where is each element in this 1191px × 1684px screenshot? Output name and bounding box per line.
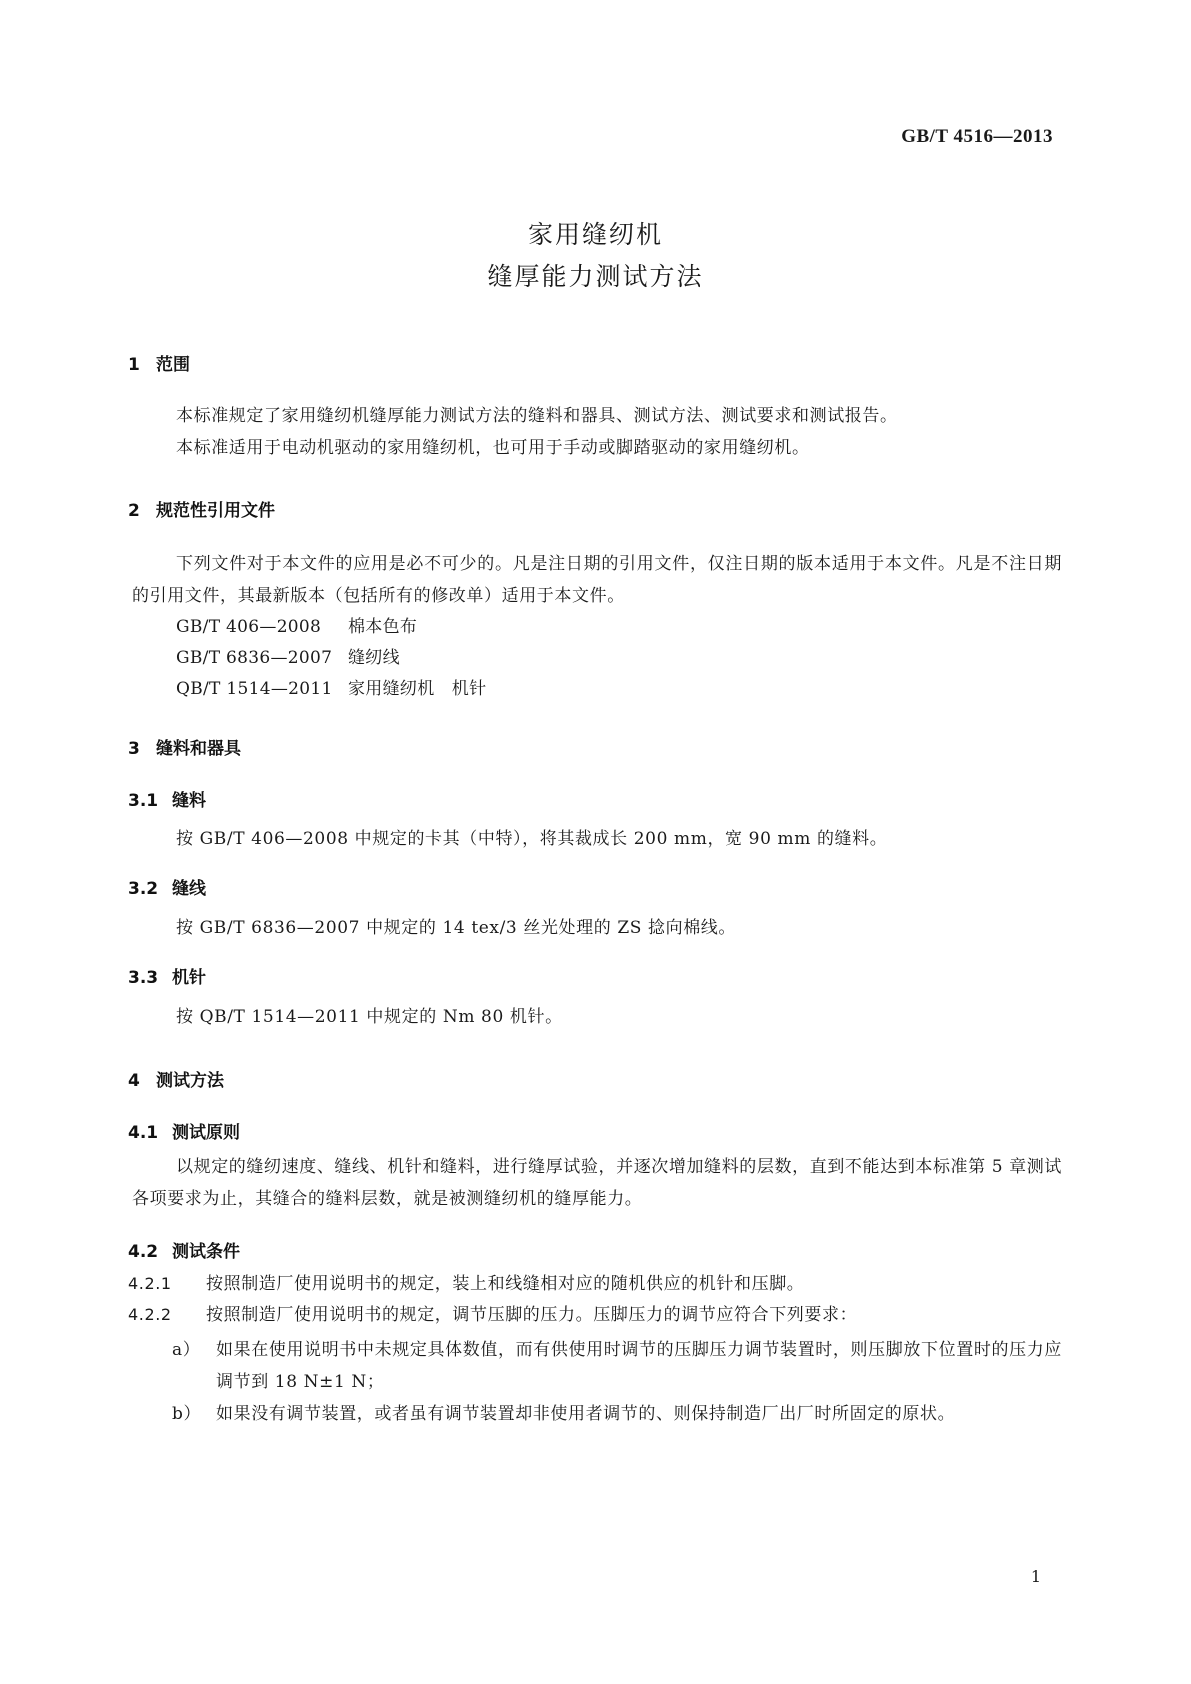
section-number: 3.2 xyxy=(128,879,159,899)
list-item-text: 如果没有调节装置，或者虽有调节装置却非使用者调节的、则保持制造厂出厂时所固定的原状。 xyxy=(216,1404,956,1424)
section-title: 测试方法 xyxy=(156,1071,224,1091)
section-title: 范围 xyxy=(156,355,190,375)
section-number: 3.1 xyxy=(128,791,159,811)
subsection-4-1-heading xyxy=(128,1118,240,1143)
section-title: 测试条件 xyxy=(172,1242,240,1262)
section-4-heading xyxy=(128,1066,224,1091)
subsection-3-3-text: 按 QB/T 1514—2011 中规定的 Nm 80 机针。 xyxy=(176,1007,563,1027)
section-number: 4.2 xyxy=(128,1242,159,1262)
section-number: 3.3 xyxy=(128,968,159,988)
subsection-3-2-text: 按 GB/T 6836—2007 中规定的 14 tex/3 丝光处理的 ZS 捻向棉线。 xyxy=(176,918,737,938)
normative-reference xyxy=(176,674,486,699)
subsection-3-1-heading xyxy=(128,786,206,811)
section-title: 缝料 xyxy=(172,791,206,811)
list-marker: a） xyxy=(172,1340,201,1360)
paragraph: 下列文件对于本文件的应用是必不可少的。凡是注日期的引用文件，仅注日期的版本适用于本文件。凡是不注日期的引用文件，其最新版本（包括所有的修改单）适用于本文件。 xyxy=(132,554,1062,606)
clause-number: 4.2.1 xyxy=(128,1274,172,1293)
section-number: 4.1 xyxy=(128,1123,159,1143)
subsection-3-2-heading xyxy=(128,874,206,899)
paragraph: 本标准规定了家用缝纫机缝厚能力测试方法的缝料和器具、测试方法、测试要求和测试报告。 xyxy=(176,406,898,426)
section-title: 规范性引用文件 xyxy=(156,501,275,521)
list-marker: b） xyxy=(172,1404,202,1424)
reference-name: 棉本色布 xyxy=(348,617,418,637)
paragraph: 本标准适用于电动机驱动的家用缝纫机，也可用于手动或脚踏驱动的家用缝纫机。 xyxy=(176,438,810,458)
section-2-heading xyxy=(128,496,275,521)
section-title: 缝线 xyxy=(172,879,206,899)
standard-code: GB/T 4516—2013 xyxy=(901,126,1053,147)
reference-code: GB/T 6836—2007 xyxy=(176,648,333,668)
clause-text: 按照制造厂使用说明书的规定，装上和线缝相对应的随机供应的机针和压脚。 xyxy=(206,1274,805,1294)
reference-name: 家用缝纫机 机针 xyxy=(348,679,487,699)
section-number: 1 xyxy=(128,355,140,375)
normative-reference xyxy=(176,643,400,668)
section-title: 测试原则 xyxy=(172,1123,240,1143)
paragraph: 以规定的缝纫速度、缝线、机针和缝料，进行缝厚试验，并逐次增加缝料的层数，直到不能达到本标准第 5 章测试各项要求为止，其缝合的缝料层数，就是被测缝纫机的缝厚能力。 xyxy=(132,1157,1062,1209)
subsection-3-3-heading xyxy=(128,963,206,988)
subsection-4-1-body xyxy=(132,1151,1062,1215)
section-title: 机针 xyxy=(172,968,206,988)
reference-code: QB/T 1514—2011 xyxy=(176,679,333,699)
section-1-body xyxy=(132,400,1062,464)
subsection-3-1-text: 按 GB/T 406—2008 中规定的卡其（中特），将其裁成长 200 mm，宽 90 mm 的缝料。 xyxy=(176,829,888,849)
document-title-line2: 缝厚能力测试方法 xyxy=(487,262,704,291)
section-number: 2 xyxy=(128,501,140,521)
clause-number: 4.2.2 xyxy=(128,1305,172,1324)
section-1-heading xyxy=(128,350,190,375)
section-number: 3 xyxy=(128,739,140,759)
clause-4-2-1 xyxy=(128,1268,804,1300)
reference-code: GB/T 406—2008 xyxy=(176,617,322,637)
section-title: 缝料和器具 xyxy=(156,739,241,759)
clause-text: 按照制造厂使用说明书的规定，调节压脚的压力。压脚压力的调节应符合下列要求： xyxy=(206,1305,858,1325)
page-number: 1 xyxy=(1030,1567,1041,1586)
reference-name: 缝纫线 xyxy=(348,648,400,668)
list-item-text: 如果在使用说明书中未规定具体数值，而有供使用时调节的压脚压力调节装置时，则压脚放下位置时的压力应调节到 18 N±1 N； xyxy=(216,1340,1062,1392)
section-3-heading xyxy=(128,734,241,759)
subsection-4-2-heading xyxy=(128,1237,240,1262)
section-2-body xyxy=(132,548,1062,612)
clause-4-2-2 xyxy=(128,1299,857,1331)
normative-reference xyxy=(176,612,417,637)
document-title-line1: 家用缝纫机 xyxy=(527,220,663,249)
section-number: 4 xyxy=(128,1071,140,1091)
